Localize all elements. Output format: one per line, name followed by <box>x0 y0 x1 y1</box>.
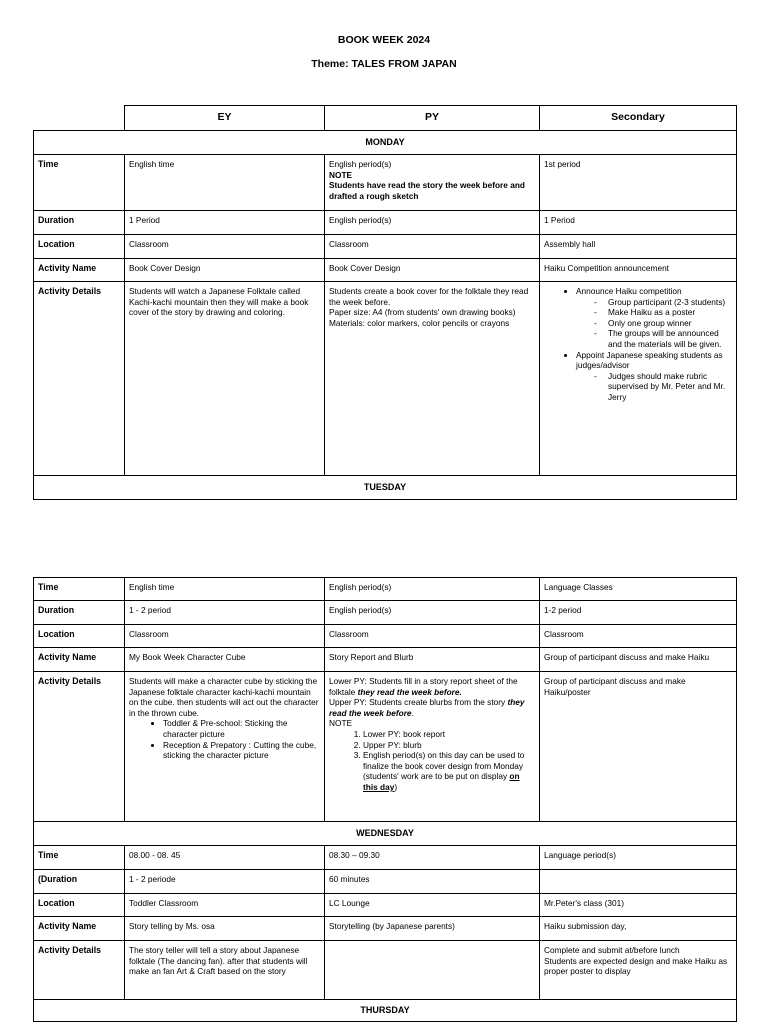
list-item: • Toddler & Pre-school: Sticking the character picture <box>163 718 320 739</box>
day-header-monday: MONDAY <box>34 131 737 155</box>
table-row <box>34 282 737 476</box>
table-row <box>34 672 737 822</box>
list-item: • Reception & Prepatory : Cutting the cube, sticking the character picture <box>163 740 320 761</box>
cell-py-activity-details: Students create a book cover for the folktale they read the week before. Paper size: A4 (from students' own drawing books) Materials: color markers, color pencils or crayons <box>325 282 540 476</box>
cell-ey-duration: 1 Period <box>125 211 325 235</box>
cell-secondary-activity-details: Complete and submit at/before lunch Students are expected design and make Haiku as proper poster to display <box>540 941 737 1000</box>
row-label-activity-name: Activity Name <box>34 259 125 282</box>
table-row <box>34 870 737 894</box>
table-row <box>34 211 737 235</box>
row-label-location: Location <box>34 625 125 648</box>
cell-py-location: Classroom <box>325 625 540 648</box>
cell-ey-location: Classroom <box>125 625 325 648</box>
list-item: - Only one group winner <box>608 318 732 329</box>
cell-ey-activity-name: My Book Week Character Cube <box>125 648 325 672</box>
table-row <box>34 235 737 259</box>
table-row <box>34 601 737 625</box>
cell-ey-activity-details: Students will make a character cube by sticking the Japanese folktale character kachi-kachi mountain on the cube. then students will act out the character in the thrown cube. • Toddler & Pre-school: Sticking the character picture • Reception & Prepatory : Cutting the cube, sticking the character picture <box>125 672 325 822</box>
table-row <box>34 155 737 211</box>
cell-ey-activity-name: Book Cover Design <box>125 259 325 282</box>
cell-secondary-duration: 1-2 period <box>540 601 737 625</box>
table-row <box>34 648 737 672</box>
column-header-ey: EY <box>125 106 325 131</box>
cell-py-location: LC Lounge <box>325 894 540 917</box>
cell-secondary-duration <box>540 870 737 894</box>
list-item: • Appoint Japanese speaking students as judges/advisor - Judges should make rubric supervised by Mr. Peter and Mr. Jerry <box>576 350 732 403</box>
day-header-tuesday: TUESDAY <box>34 476 737 500</box>
row-label-duration: (Duration <box>34 870 125 894</box>
cell-secondary-duration: 1 Period <box>540 211 737 235</box>
list-item: 3. English period(s) on this day can be used to finalize the book cover design from Monday (students' work are to be put on display on this day) <box>363 750 535 792</box>
row-label-activity-name: Activity Name <box>34 648 125 672</box>
cell-py-activity-details <box>325 941 540 1000</box>
cell-py-activity-name: Story Report and Blurb <box>325 648 540 672</box>
schedule-table-monday <box>33 105 737 500</box>
cell-secondary-time: Language period(s) <box>540 846 737 870</box>
cell-secondary-time: Language Classes <box>540 578 737 601</box>
cell-secondary-activity-name: Haiku submission day, <box>540 917 737 941</box>
cell-ey-location: Toddler Classroom <box>125 894 325 917</box>
cell-ey-activity-details: The story teller will tell a story about Japanese folktale (The dancing fan). after that students will make an fan Art & Craft based on the story <box>125 941 325 1000</box>
cell-secondary-time: 1st period <box>540 155 737 211</box>
row-label-activity-details: Activity Details <box>34 672 125 822</box>
cell-py-duration: English period(s) <box>325 601 540 625</box>
table-row <box>34 917 737 941</box>
row-label-activity-details: Activity Details <box>34 941 125 1000</box>
document-title: BOOK WEEK 2024 <box>337 34 431 46</box>
cell-py-duration: English period(s) <box>325 211 540 235</box>
row-label-time: Time <box>34 578 125 601</box>
column-header-py: PY <box>325 106 540 131</box>
row-label-location: Location <box>34 894 125 917</box>
table-row <box>34 625 737 648</box>
cell-secondary-activity-details <box>540 282 737 476</box>
row-label-time: Time <box>34 846 125 870</box>
list-item: 1. Lower PY: book report <box>363 729 535 740</box>
cell-secondary-activity-details: Group of participant discuss and make Haiku/poster <box>540 672 737 822</box>
row-label-duration: Duration <box>34 211 125 235</box>
row-label-time: Time <box>34 155 125 211</box>
table-row <box>34 578 737 601</box>
cell-ey-time: English time <box>125 578 325 601</box>
cell-py-time: 08.30 – 09.30 <box>325 846 540 870</box>
document-theme: Theme: TALES FROM JAPAN <box>311 58 457 70</box>
row-label-duration: Duration <box>34 601 125 625</box>
table-row <box>34 941 737 1000</box>
day-header-thursday: THURSDAY <box>34 1000 737 1022</box>
cell-py-activity-name: Book Cover Design <box>325 259 540 282</box>
list-item: - Judges should make rubric supervised by Mr. Peter and Mr. Jerry <box>608 371 732 403</box>
day-header-wednesday: WEDNESDAY <box>34 822 737 846</box>
table-row <box>34 259 737 282</box>
cell-ey-duration: 1 - 2 periode <box>125 870 325 894</box>
cell-secondary-location: Mr.Peter's class (301) <box>540 894 737 917</box>
cell-py-location: Classroom <box>325 235 540 259</box>
cell-secondary-activity-name: Group of participant discuss and make Haiku <box>540 648 737 672</box>
list-item: • Announce Haiku competition - Group participant (2-3 students) - Make Haiku as a poster - Only one group winner - The groups will be announced and the materials will be given. <box>576 286 732 350</box>
row-label-activity-details: Activity Details <box>34 282 125 476</box>
cell-py-time: English period(s) <box>325 578 540 601</box>
cell-ey-location: Classroom <box>125 235 325 259</box>
cell-secondary-location: Classroom <box>540 625 737 648</box>
cell-py-time: English period(s) NOTE Students have read the story the week before and drafted a rough sketch <box>325 155 540 211</box>
list-item: - Make Haiku as a poster <box>608 307 732 318</box>
table-row <box>34 894 737 917</box>
cell-py-activity-details: Lower PY: Students fill in a story report sheet of the folktale they read the week before. Upper PY: Students create blurbs from the story they read the week before. NOTE 1. Lower PY: book report 2. Upper PY: blurb 3. English period(s) on this day can be used to finalize the book cover design from Monday (students' work are to be put on display on this day) <box>325 672 540 822</box>
table-row <box>34 846 737 870</box>
cell-secondary-location: Assembly hall <box>540 235 737 259</box>
list-item: 2. Upper PY: blurb <box>363 740 535 751</box>
cell-py-duration: 60 minutes <box>325 870 540 894</box>
cell-secondary-activity-name: Haiku Competition announcement <box>540 259 737 282</box>
cell-ey-activity-details: Students will watch a Japanese Folktale called Kachi-kachi mountain then they will make a book cover of the story by drawing and coloring. <box>125 282 325 476</box>
list-item: - The groups will be announced and the materials will be given. <box>608 328 732 349</box>
cell-ey-activity-name: Story telling by Ms. osa <box>125 917 325 941</box>
cell-py-activity-name: Storytelling (by Japanese parents) <box>325 917 540 941</box>
cell-ey-time: 08.00 - 08. 45 <box>125 846 325 870</box>
row-label-activity-name: Activity Name <box>34 917 125 941</box>
cell-ey-duration: 1 - 2 period <box>125 601 325 625</box>
list-item: - Group participant (2-3 students) <box>608 297 732 308</box>
schedule-table-continued <box>33 577 737 1022</box>
row-label-location: Location <box>34 235 125 259</box>
column-header-secondary: Secondary <box>540 106 737 131</box>
cell-ey-time: English time <box>125 155 325 211</box>
